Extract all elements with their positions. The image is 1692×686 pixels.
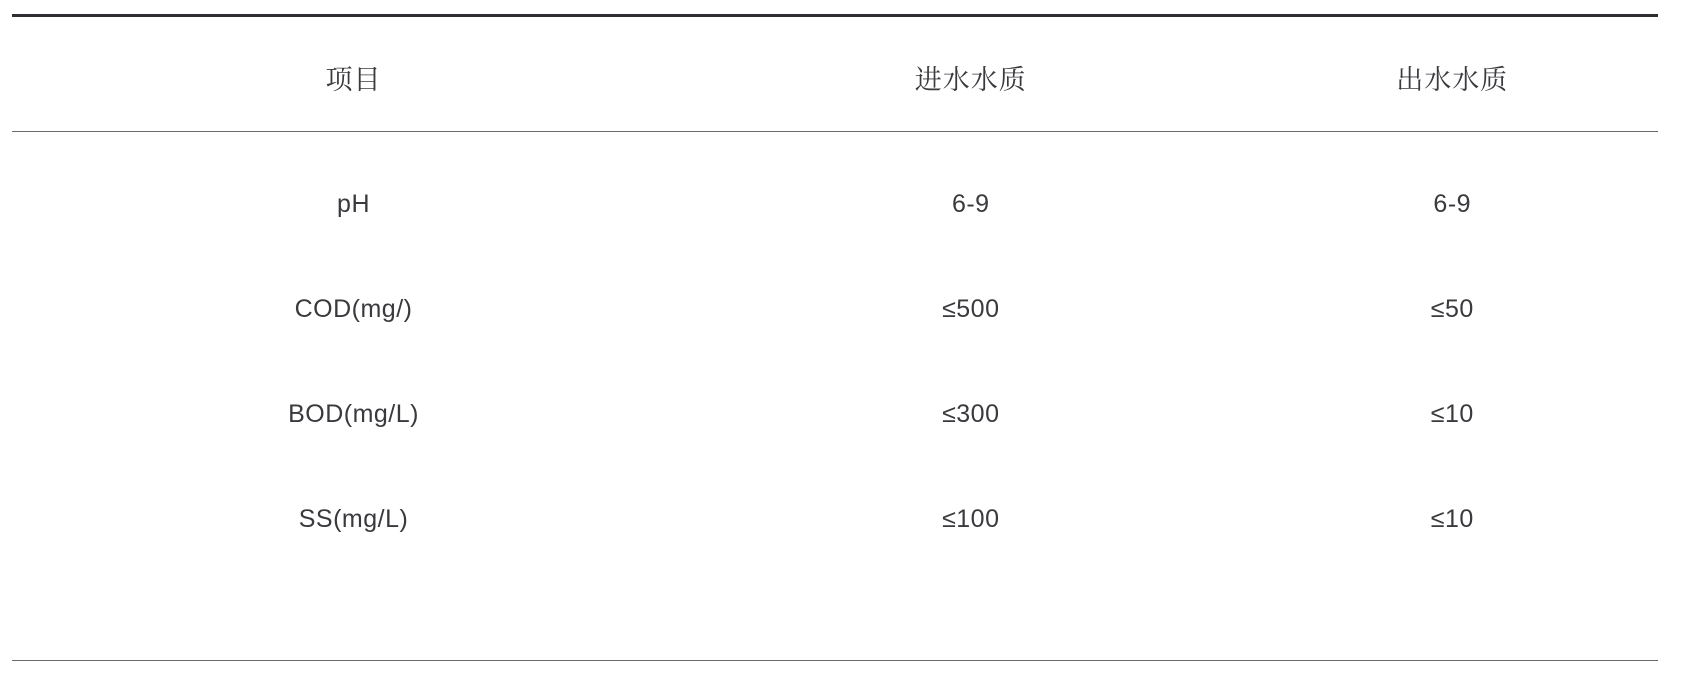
column-header-inflow: 进水水质	[695, 14, 1246, 132]
cell-outflow: ≤10	[1430, 505, 1474, 533]
water-quality-table	[12, 14, 1658, 590]
cell-inflow: ≤100	[942, 505, 1000, 533]
table-row	[12, 362, 1658, 467]
cell-item: COD(mg/)	[294, 295, 413, 323]
cell-inflow: ≤300	[942, 400, 1000, 428]
table-row	[12, 467, 1658, 590]
cell-item: BOD(mg/L)	[288, 400, 419, 428]
column-header-outflow: 出水水质	[1246, 14, 1658, 132]
table-row	[12, 257, 1658, 362]
cell-inflow: ≤500	[942, 295, 1000, 323]
table-body	[12, 132, 1658, 591]
table-row	[12, 132, 1658, 258]
cell-inflow: 6-9	[951, 190, 990, 218]
table-bottom-rule	[12, 660, 1658, 661]
cell-outflow: 6-9	[1433, 190, 1472, 218]
water-quality-table-container	[12, 14, 1658, 590]
column-header-item: 项目	[12, 14, 695, 132]
table-header	[12, 14, 1658, 132]
cell-outflow: ≤50	[1430, 295, 1474, 323]
cell-outflow: ≤10	[1430, 400, 1474, 428]
cell-item: pH	[337, 190, 371, 218]
table-header-row	[12, 14, 1658, 132]
cell-item: SS(mg/L)	[298, 505, 409, 533]
